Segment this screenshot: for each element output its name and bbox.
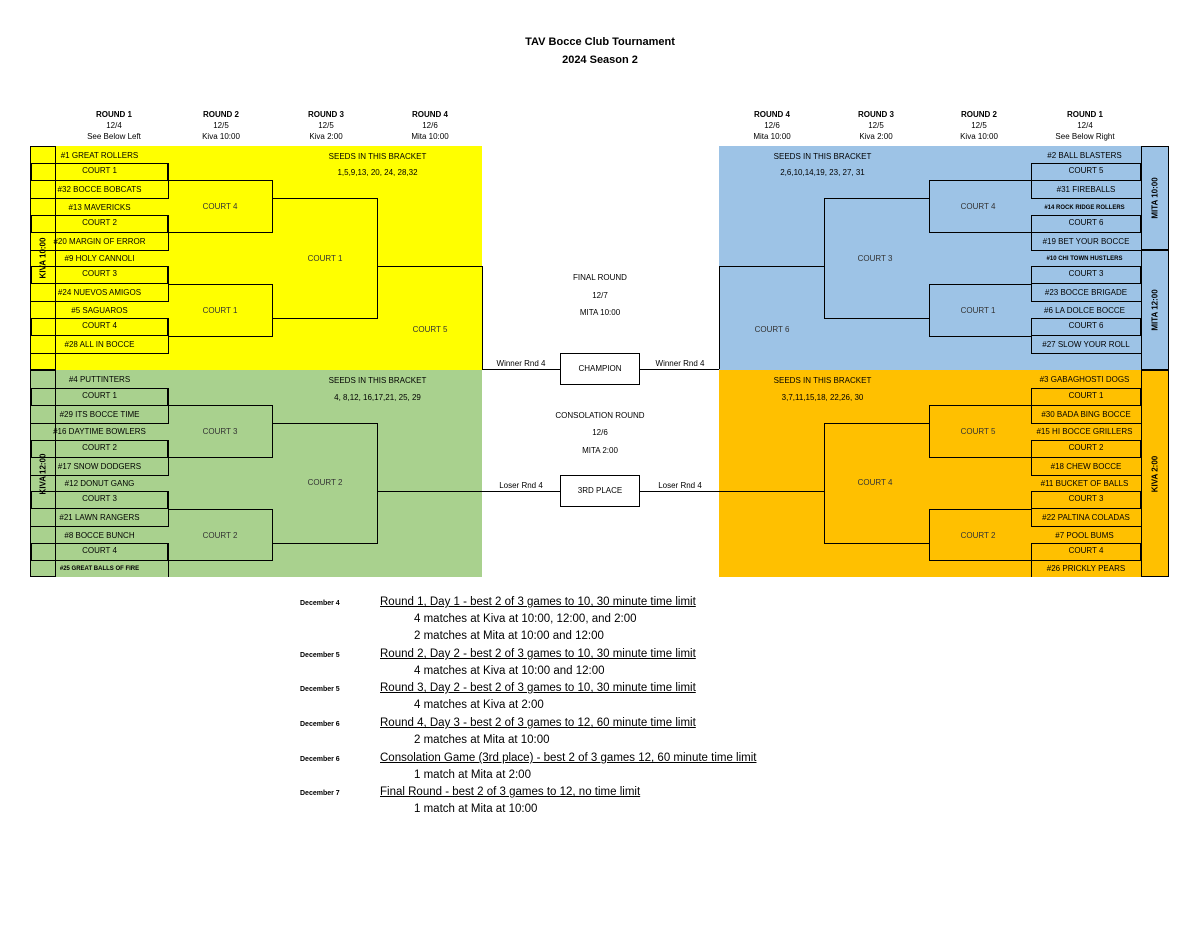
schedule-detail: 2 matches at Mita at 10:00 and 12:00 xyxy=(414,630,604,642)
court-label: COURT 6 xyxy=(754,325,790,334)
court-slot: COURT 2 xyxy=(31,440,168,458)
season-subtitle: 2024 Season 2 xyxy=(562,54,638,66)
round-header xyxy=(1040,109,1130,142)
bracket-connector-line xyxy=(1031,440,1032,476)
winner-left-label: Winner Rnd 4 xyxy=(496,359,546,368)
team-slot: #28 ALL IN BOCCE xyxy=(31,336,168,354)
team-slot: #20 MARGIN OF ERROR xyxy=(31,233,168,251)
bracket-connector-line xyxy=(1031,318,1032,354)
court-slot: COURT 2 xyxy=(1031,440,1141,458)
round-date: 12/5 xyxy=(213,121,229,130)
team-slot: #9 HOLY CANNOLI xyxy=(64,254,135,263)
round-where: Kiva 10:00 xyxy=(202,132,240,141)
bracket-connector-line xyxy=(168,215,169,251)
bracket-connector-line xyxy=(640,369,719,370)
round-label: ROUND 3 xyxy=(307,110,344,119)
bracket-connector-line xyxy=(168,457,272,458)
team-slot: #16 DAYTIME BOWLERS xyxy=(53,427,146,436)
seeds-label: SEEDS IN THIS BRACKET xyxy=(328,376,427,385)
loser-right-label: Loser Rnd 4 xyxy=(658,481,702,490)
team-slot: #25 GREAT BALLS OF FIRE xyxy=(59,566,140,572)
loser-left-label: Loser Rnd 4 xyxy=(499,481,543,490)
team-slot: #24 NUEVOS AMIGOS xyxy=(31,284,168,302)
court-label: COURT 3 xyxy=(857,254,893,263)
seeds-label: SEEDS IN THIS BRACKET xyxy=(773,376,872,385)
court-label: COURT 2 xyxy=(960,531,996,540)
schedule-date: December 6 xyxy=(300,756,340,763)
schedule-detail: 1 match at Mita at 10:00 xyxy=(414,803,538,815)
team-slot: #10 CHI TOWN HUSTLERS xyxy=(1046,256,1123,262)
seeds-label: SEEDS IN THIS BRACKET xyxy=(328,152,427,161)
court-slot: COURT 4 xyxy=(31,318,168,336)
court-slot: COURT 5 xyxy=(1031,163,1141,181)
schedule-date: December 6 xyxy=(300,721,340,728)
team-slot: #17 SNOW DODGERS xyxy=(31,458,168,476)
round-date: 12/5 xyxy=(868,121,884,130)
schedule-date: December 7 xyxy=(300,790,340,797)
bracket-connector-line xyxy=(168,405,272,406)
team-slot: #18 CHEW BOCCE xyxy=(1031,458,1141,476)
schedule-heading: Consolation Game (3rd place) - best 2 of 3 games 12, 60 minute time limit xyxy=(380,752,757,764)
bracket-connector-line xyxy=(824,198,825,319)
court-slot: COURT 1 xyxy=(31,163,168,181)
round-date: 12/4 xyxy=(106,121,122,130)
bracket-connector-line xyxy=(272,423,377,424)
court-label: COURT 5 xyxy=(412,325,448,334)
team-slot: #15 HI BOCCE GRILLERS xyxy=(1036,427,1133,436)
schedule-date: December 5 xyxy=(300,652,340,659)
seeds-list: 1,5,9,13, 20, 24, 28,32 xyxy=(337,168,418,177)
bracket-connector-line xyxy=(168,336,272,337)
schedule-heading: Round 3, Day 2 - best 2 of 3 games to 10, 30 minute time limit xyxy=(380,682,696,694)
bracket-connector-line xyxy=(168,163,169,199)
bracket-connector-line xyxy=(272,284,273,337)
round-header xyxy=(831,109,921,142)
bracket-connector-line xyxy=(719,266,824,267)
bracket-connector-line xyxy=(272,543,377,544)
court-label: COURT 4 xyxy=(960,202,996,211)
bracket-connector-line xyxy=(168,388,169,424)
schedule-detail: 4 matches at Kiva at 10:00, 12:00, and 2:00 xyxy=(414,613,637,625)
team-slot: #23 BOCCE BRIGADE xyxy=(1031,284,1141,302)
team-slot: #27 SLOW YOUR ROLL xyxy=(1031,336,1141,354)
schedule-detail: 1 match at Mita at 2:00 xyxy=(414,769,531,781)
bracket-connector-line xyxy=(824,423,929,424)
round-date: 12/5 xyxy=(318,121,334,130)
side-label-mita-1200: MITA 12:00 xyxy=(1141,250,1169,370)
bracket-connector-line xyxy=(719,266,720,369)
bracket-connector-line xyxy=(1031,388,1032,424)
schedule-heading: Final Round - best 2 of 3 games to 12, no time limit xyxy=(380,786,641,798)
court-label: COURT 5 xyxy=(960,427,996,436)
bracket-connector-line xyxy=(640,491,824,492)
court-label: COURT 1 xyxy=(202,306,238,315)
round-label: ROUND 4 xyxy=(753,110,790,119)
court-slot: COURT 3 xyxy=(31,266,168,284)
team-slot: #22 PALTINA COLADAS xyxy=(1031,509,1141,527)
court-slot: COURT 3 xyxy=(1031,491,1141,509)
round-where: See Below Right xyxy=(1055,132,1115,141)
round-where: Kiva 2:00 xyxy=(309,132,343,141)
court-slot: COURT 4 xyxy=(1031,543,1141,561)
court-slot: COURT 6 xyxy=(1031,215,1141,233)
consolation-round-title: CONSOLATION ROUND xyxy=(555,411,645,420)
court-slot: COURT 2 xyxy=(31,215,168,233)
bracket-connector-line xyxy=(272,509,273,561)
bracket-connector-line xyxy=(929,180,930,233)
team-slot: #3 GABAGHOSTI DOGS xyxy=(1039,375,1130,384)
bracket-connector-line xyxy=(168,284,272,285)
team-slot: #4 PUTTINTERS xyxy=(68,375,131,384)
round-where: Kiva 10:00 xyxy=(960,132,998,141)
team-slot: #14 ROCK RIDGE ROLLERS xyxy=(1044,205,1125,211)
tournament-title: TAV Bocce Club Tournament xyxy=(525,36,675,48)
bracket-connector-line xyxy=(272,405,273,458)
bracket-connector-line xyxy=(168,560,272,561)
bracket-connector-line xyxy=(168,180,272,181)
bracket-connector-line xyxy=(1031,215,1032,251)
court-label: COURT 1 xyxy=(307,254,343,263)
final-round-date: 12/7 xyxy=(592,291,608,300)
team-slot: #31 FIREBALLS xyxy=(1031,181,1141,199)
bracket-connector-line xyxy=(168,232,272,233)
round-label: ROUND 2 xyxy=(960,110,997,119)
team-slot: #26 PRICKLY PEARS xyxy=(1046,564,1126,573)
round-header xyxy=(934,109,1024,142)
team-slot: #6 LA DOLCE BOCCE xyxy=(1044,306,1125,315)
team-slot: #13 MAVERICKS xyxy=(68,203,131,212)
court-slot: COURT 1 xyxy=(1031,388,1141,406)
court-label: COURT 1 xyxy=(960,306,996,315)
bracket-connector-line xyxy=(168,440,169,476)
schedule-detail: 4 matches at Kiva at 10:00 and 12:00 xyxy=(414,665,605,677)
bracket-connector-line xyxy=(1031,543,1032,577)
court-label: COURT 2 xyxy=(202,531,238,540)
round-where: Kiva 2:00 xyxy=(859,132,893,141)
bracket-connector-line xyxy=(482,369,560,370)
final-round-title: FINAL ROUND xyxy=(573,273,627,282)
team-slot: #5 SAGUAROS xyxy=(71,306,128,315)
team-slot: #21 LAWN RANGERS xyxy=(31,509,168,527)
bracket-connector-line xyxy=(377,423,378,544)
court-label: COURT 2 xyxy=(307,478,343,487)
round-header xyxy=(176,109,266,142)
side-label-kiva-200: KIVA 2:00 xyxy=(1141,370,1169,577)
schedule-date: December 4 xyxy=(300,600,340,607)
bracket-connector-line xyxy=(377,266,482,267)
court-label: COURT 4 xyxy=(857,478,893,487)
bracket-connector-line xyxy=(824,543,929,544)
team-slot: #2 BALL BLASTERS xyxy=(1047,151,1122,160)
round-label: ROUND 2 xyxy=(202,110,239,119)
round-date: 12/4 xyxy=(1077,121,1093,130)
bracket-connector-line xyxy=(377,198,378,319)
seeds-list: 4, 8,12, 16,17,21, 25, 29 xyxy=(334,393,421,402)
bracket-connector-line xyxy=(1031,266,1032,302)
side-label-kiva-1200: KIVA 12:00 xyxy=(30,370,56,577)
round-label: ROUND 3 xyxy=(857,110,894,119)
round-date: 12/6 xyxy=(422,121,438,130)
court-slot: COURT 4 xyxy=(31,543,168,561)
schedule-detail: 2 matches at Mita at 10:00 xyxy=(414,734,550,746)
bracket-connector-line xyxy=(272,318,377,319)
team-slot: #32 BOCCE BOBCATS xyxy=(31,181,168,199)
bracket-connector-line xyxy=(482,266,483,369)
round-date: 12/6 xyxy=(764,121,780,130)
bracket-connector-line xyxy=(929,232,1031,233)
champion-box: CHAMPION xyxy=(560,353,640,385)
court-slot: COURT 1 xyxy=(31,388,168,406)
schedule-date: December 5 xyxy=(300,686,340,693)
court-label: COURT 4 xyxy=(202,202,238,211)
round-header xyxy=(69,109,159,142)
bracket-connector-line xyxy=(929,284,930,337)
round-where: See Below Left xyxy=(87,132,141,141)
schedule-heading: Round 1, Day 1 - best 2 of 3 games to 10, 30 minute time limit xyxy=(380,596,696,608)
bracket-connector-line xyxy=(1031,491,1032,527)
bracket-connector-line xyxy=(168,509,272,510)
team-slot: #30 BADA BING BOCCE xyxy=(1031,406,1141,424)
team-slot: #12 DONUT GANG xyxy=(64,479,135,488)
court-slot: COURT 3 xyxy=(1031,266,1141,284)
round-label: ROUND 1 xyxy=(1066,110,1103,119)
bracket-connector-line xyxy=(1031,163,1032,199)
bracket-connector-line xyxy=(929,284,1031,285)
team-slot: #29 ITS BOCCE TIME xyxy=(31,406,168,424)
round-header xyxy=(385,109,475,142)
schedule-heading: Round 4, Day 3 - best 2 of 3 games to 12, 60 minute time limit xyxy=(380,717,696,729)
court-label: COURT 3 xyxy=(202,427,238,436)
round-label: ROUND 4 xyxy=(411,110,448,119)
bracket-connector-line xyxy=(929,405,1031,406)
side-label-kiva-1000: KIVA 10:00 xyxy=(30,146,56,370)
bracket-connector-line xyxy=(929,560,1031,561)
bracket-connector-line xyxy=(377,491,560,492)
side-label-mita-1000: MITA 10:00 xyxy=(1141,146,1169,250)
third-place-box: 3RD PLACE xyxy=(560,475,640,507)
team-slot: #1 GREAT ROLLERS xyxy=(60,151,139,160)
court-slot: COURT 6 xyxy=(1031,318,1141,336)
team-slot: #7 POOL BUMS xyxy=(1055,531,1114,540)
bracket-connector-line xyxy=(824,423,825,544)
bracket-connector-line xyxy=(929,180,1031,181)
bracket-connector-line xyxy=(824,318,929,319)
round-label: ROUND 1 xyxy=(95,110,132,119)
bracket-connector-line xyxy=(824,198,929,199)
winner-right-label: Winner Rnd 4 xyxy=(655,359,705,368)
round-where: Mita 10:00 xyxy=(411,132,449,141)
round-where: Mita 10:00 xyxy=(753,132,791,141)
seeds-list: 3,7,11,15,18, 22,26, 30 xyxy=(781,393,864,402)
schedule-heading: Round 2, Day 2 - best 2 of 3 games to 10, 30 minute time limit xyxy=(380,648,696,660)
consolation-round-date: 12/6 xyxy=(592,428,608,437)
final-round-where: MITA 10:00 xyxy=(579,308,621,317)
bracket-connector-line xyxy=(929,509,1031,510)
team-slot: #11 BUCKET OF BALLS xyxy=(1040,479,1129,488)
round-header xyxy=(281,109,371,142)
schedule-detail: 4 matches at Kiva at 2:00 xyxy=(414,699,544,711)
bracket-connector-line xyxy=(929,405,930,458)
round-header xyxy=(727,109,817,142)
round-date: 12/5 xyxy=(971,121,987,130)
seeds-label: SEEDS IN THIS BRACKET xyxy=(773,152,872,161)
consolation-round-where: MITA 2:00 xyxy=(582,446,618,455)
bracket-connector-line xyxy=(929,457,1031,458)
court-slot: COURT 3 xyxy=(31,491,168,509)
team-slot: #19 BET YOUR BOCCE xyxy=(1031,233,1141,251)
team-slot: #8 BOCCE BUNCH xyxy=(64,531,135,540)
bracket-connector-line xyxy=(272,180,273,233)
bracket-connector-line xyxy=(929,336,1031,337)
bracket-connector-line xyxy=(929,509,930,561)
bracket-connector-line xyxy=(272,198,377,199)
seeds-list: 2,6,10,14,19, 23, 27, 31 xyxy=(780,168,865,177)
